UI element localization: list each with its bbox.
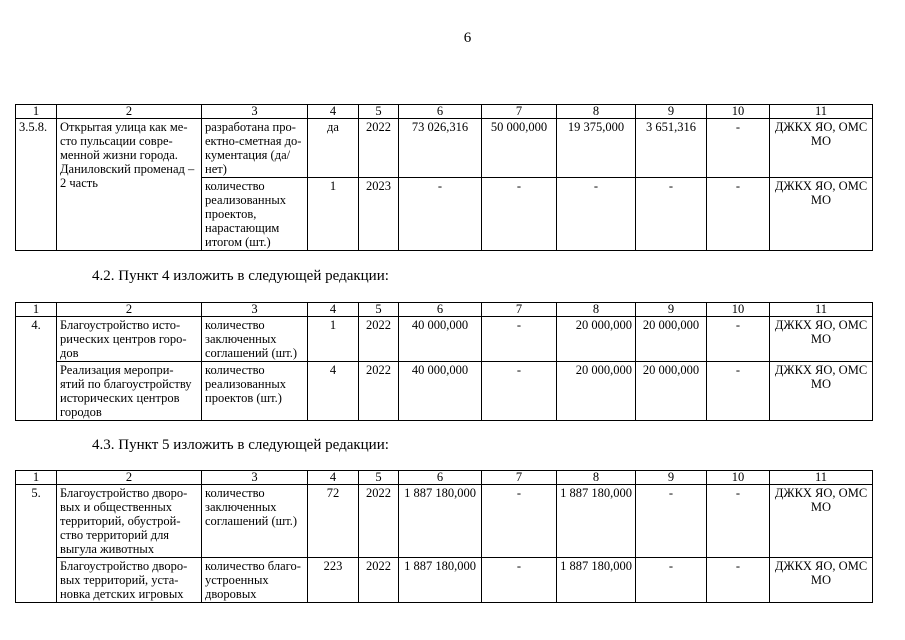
year: 2022 [359,317,399,362]
header-cell: 8 [557,471,636,485]
table-item-4 [15,302,873,421]
header-cell: 6 [399,303,482,317]
indicator: количество благо-устроенных дворовых [202,558,308,603]
table-item-5 [15,470,873,603]
header-cell: 4 [308,105,359,119]
federal: - [482,485,557,558]
regional: - [557,178,636,251]
header-cell: 3 [202,471,308,485]
header-row [16,471,873,485]
header-cell: 3 [202,105,308,119]
other: - [707,119,770,178]
header-cell: 4 [308,303,359,317]
other: - [707,178,770,251]
item-name: Благоустройство исто-рических центров горо-дов [57,317,202,362]
municipal: - [636,485,707,558]
header-cell: 8 [557,105,636,119]
value: 1 [308,317,359,362]
total: 40 000,000 [399,362,482,421]
header-cell: 7 [482,471,557,485]
year: 2023 [359,178,399,251]
other: - [707,317,770,362]
item-number: 4. [16,317,57,421]
section-heading-4-2: 4.2. Пункт 4 изложить в следующей редакции: [92,268,389,284]
header-cell: 3 [202,303,308,317]
municipal: - [636,178,707,251]
table-3-5-8 [15,104,873,251]
header-cell: 11 [770,471,873,485]
total: 73 026,316 [399,119,482,178]
item-name: Реализация меропри-ятий по благоустройству исторических центров городов [57,362,202,421]
header-cell: 2 [57,303,202,317]
value: 223 [308,558,359,603]
regional: 1 887 180,000 [557,558,636,603]
other: - [707,362,770,421]
other: - [707,485,770,558]
municipal: 3 651,316 [636,119,707,178]
section-heading-4-3: 4.3. Пункт 5 изложить в следующей редакции: [92,437,389,453]
year: 2022 [359,558,399,603]
header-cell: 10 [707,303,770,317]
federal: - [482,362,557,421]
total: 1 887 180,000 [399,558,482,603]
executor: ДЖКХ ЯО, ОМС МО [770,485,873,558]
header-cell: 11 [770,105,873,119]
year: 2022 [359,362,399,421]
header-row [16,303,873,317]
table-row [16,558,873,603]
header-cell: 10 [707,471,770,485]
header-cell: 5 [359,471,399,485]
item-name: Открытая улица как ме-сто пульсации совре-менной жизни города. Даниловский променад – 2 часть [57,119,202,251]
item-number: 3.5.8. [16,119,57,251]
header-cell: 8 [557,303,636,317]
item-name: Благоустройство дворо-вых территорий, уста-новка детских игровых [57,558,202,603]
header-cell: 7 [482,303,557,317]
executor: ДЖКХ ЯО, ОМС МО [770,119,873,178]
total: - [399,178,482,251]
header-cell: 6 [399,471,482,485]
header-cell: 1 [16,105,57,119]
table-row [16,485,873,558]
regional: 1 887 180,000 [557,485,636,558]
total: 40 000,000 [399,317,482,362]
municipal: 20 000,000 [636,317,707,362]
indicator: количество заключенных соглашений (шт.) [202,317,308,362]
header-row [16,105,873,119]
municipal: 20 000,000 [636,362,707,421]
executor: ДЖКХ ЯО, ОМС МО [770,317,873,362]
table-row [16,119,873,178]
header-cell: 5 [359,105,399,119]
indicator: количество реализованных проектов, нарастающим итогом (шт.) [202,178,308,251]
indicator: разработана про-ектно-сметная до-кументация (да/нет) [202,119,308,178]
header-cell: 9 [636,105,707,119]
regional: 20 000,000 [557,362,636,421]
regional: 19 375,000 [557,119,636,178]
header-cell: 1 [16,471,57,485]
executor: ДЖКХ ЯО, ОМС МО [770,178,873,251]
header-cell: 9 [636,303,707,317]
header-cell: 6 [399,105,482,119]
item-number: 5. [16,485,57,603]
year: 2022 [359,485,399,558]
executor: ДЖКХ ЯО, ОМС МО [770,558,873,603]
federal: - [482,558,557,603]
value: 72 [308,485,359,558]
value: 1 [308,178,359,251]
header-cell: 2 [57,105,202,119]
indicator: количество заключенных соглашений (шт.) [202,485,308,558]
year: 2022 [359,119,399,178]
header-cell: 7 [482,105,557,119]
header-cell: 11 [770,303,873,317]
header-cell: 2 [57,471,202,485]
executor: ДЖКХ ЯО, ОМС МО [770,362,873,421]
item-name: Благоустройство дворо-вых и общественных территорий, обустрой-ство территорий для выгула животных [57,485,202,558]
value: 4 [308,362,359,421]
table-row [16,317,873,362]
municipal: - [636,558,707,603]
total: 1 887 180,000 [399,485,482,558]
federal: 50 000,000 [482,119,557,178]
indicator: количество реализованных проектов (шт.) [202,362,308,421]
federal: - [482,317,557,362]
table-row [16,362,873,421]
federal: - [482,178,557,251]
value: да [308,119,359,178]
header-cell: 1 [16,303,57,317]
regional: 20 000,000 [557,317,636,362]
header-cell: 4 [308,471,359,485]
header-cell: 5 [359,303,399,317]
other: - [707,558,770,603]
header-cell: 9 [636,471,707,485]
header-cell: 10 [707,105,770,119]
page-number: 6 [463,30,472,46]
